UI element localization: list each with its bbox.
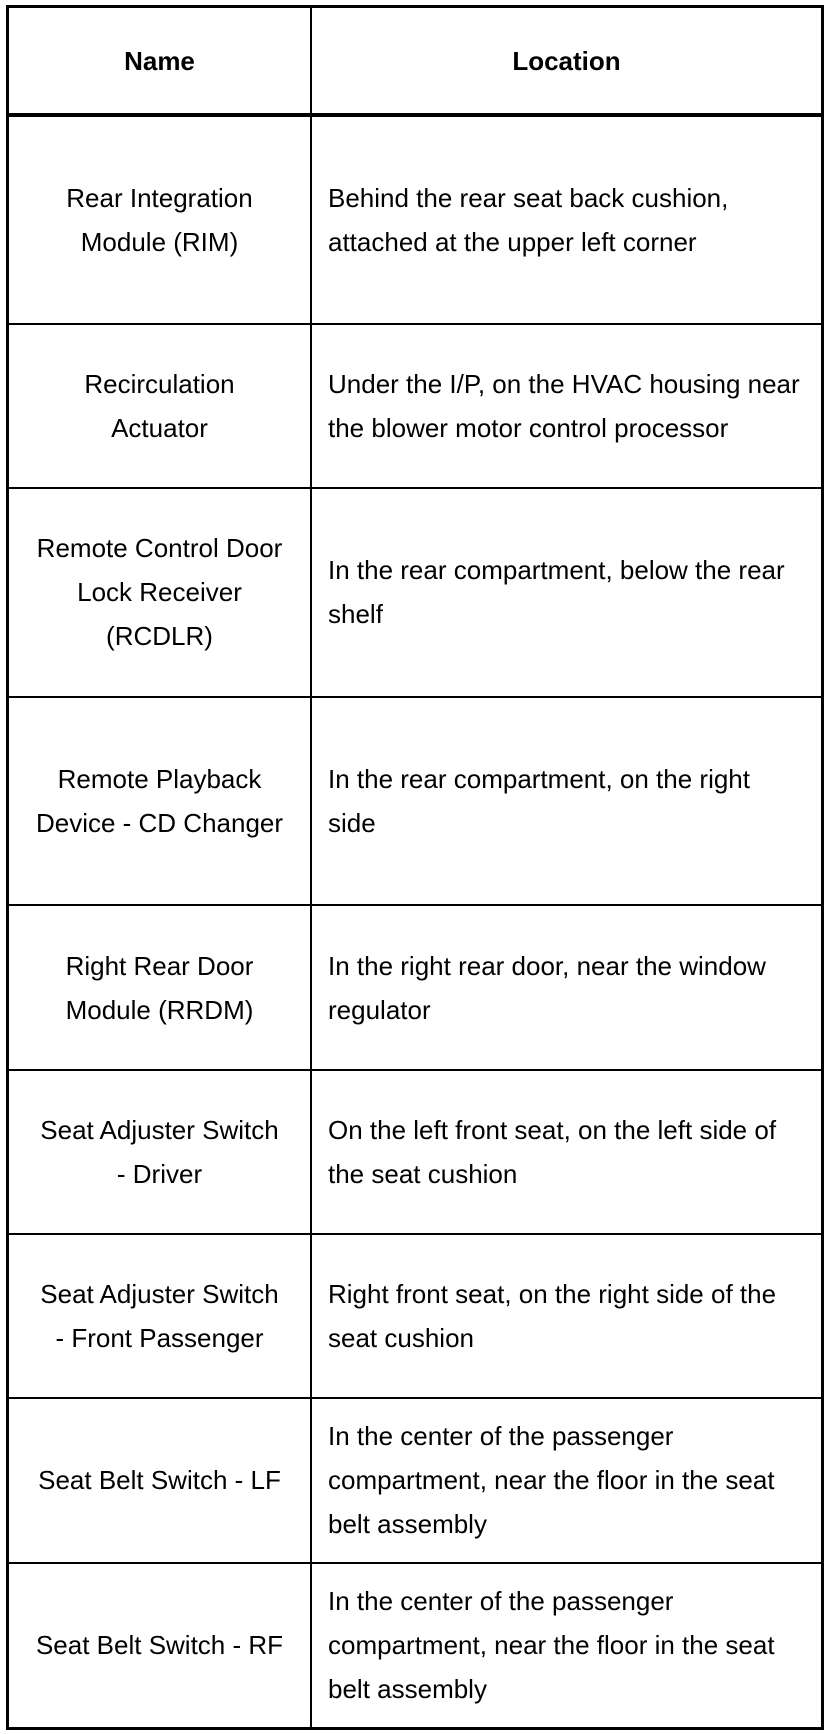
component-name-cell: Seat Belt Switch - RF bbox=[9, 1563, 311, 1727]
component-location-table bbox=[6, 5, 824, 1730]
table-row bbox=[9, 905, 821, 1069]
component-name-cell: Remote Control Door Lock Receiver (RCDLR) bbox=[9, 488, 311, 697]
component-location-cell: In the center of the passenger compartment, near the floor in the seat belt assembly bbox=[311, 1398, 821, 1562]
component-location-cell: Behind the rear seat back cushion, attached at the upper left corner bbox=[311, 115, 821, 324]
component-name-cell: Recirculation Actuator bbox=[9, 324, 311, 488]
component-location-cell: In the right rear door, near the window regulator bbox=[311, 905, 821, 1069]
component-name-cell: Seat Adjuster Switch - Front Passenger bbox=[9, 1234, 311, 1398]
locations-table bbox=[9, 8, 821, 1727]
component-name-cell: Remote Playback Device - CD Changer bbox=[9, 697, 311, 906]
component-location-cell: In the rear compartment, below the rear shelf bbox=[311, 488, 821, 697]
table-row bbox=[9, 115, 821, 324]
component-location-cell: In the center of the passenger compartment, near the floor in the seat belt assembly bbox=[311, 1563, 821, 1727]
component-name-cell: Rear Integration Module (RIM) bbox=[9, 115, 311, 324]
component-name-cell: Right Rear Door Module (RRDM) bbox=[9, 905, 311, 1069]
table-row bbox=[9, 1234, 821, 1398]
table-row bbox=[9, 488, 821, 697]
table-row bbox=[9, 1070, 821, 1234]
table-row bbox=[9, 697, 821, 906]
column-header-location: Location bbox=[311, 8, 821, 115]
component-name-cell: Seat Belt Switch - LF bbox=[9, 1398, 311, 1562]
table-row bbox=[9, 1563, 821, 1727]
component-name-cell: Seat Adjuster Switch - Driver bbox=[9, 1070, 311, 1234]
component-location-cell: Right front seat, on the right side of the seat cushion bbox=[311, 1234, 821, 1398]
component-location-cell: In the rear compartment, on the right side bbox=[311, 697, 821, 906]
component-location-cell: Under the I/P, on the HVAC housing near the blower motor control processor bbox=[311, 324, 821, 488]
component-location-cell: On the left front seat, on the left side of the seat cushion bbox=[311, 1070, 821, 1234]
table-row bbox=[9, 324, 821, 488]
table-row bbox=[9, 1398, 821, 1562]
column-header-name: Name bbox=[9, 8, 311, 115]
header-row bbox=[9, 8, 821, 115]
